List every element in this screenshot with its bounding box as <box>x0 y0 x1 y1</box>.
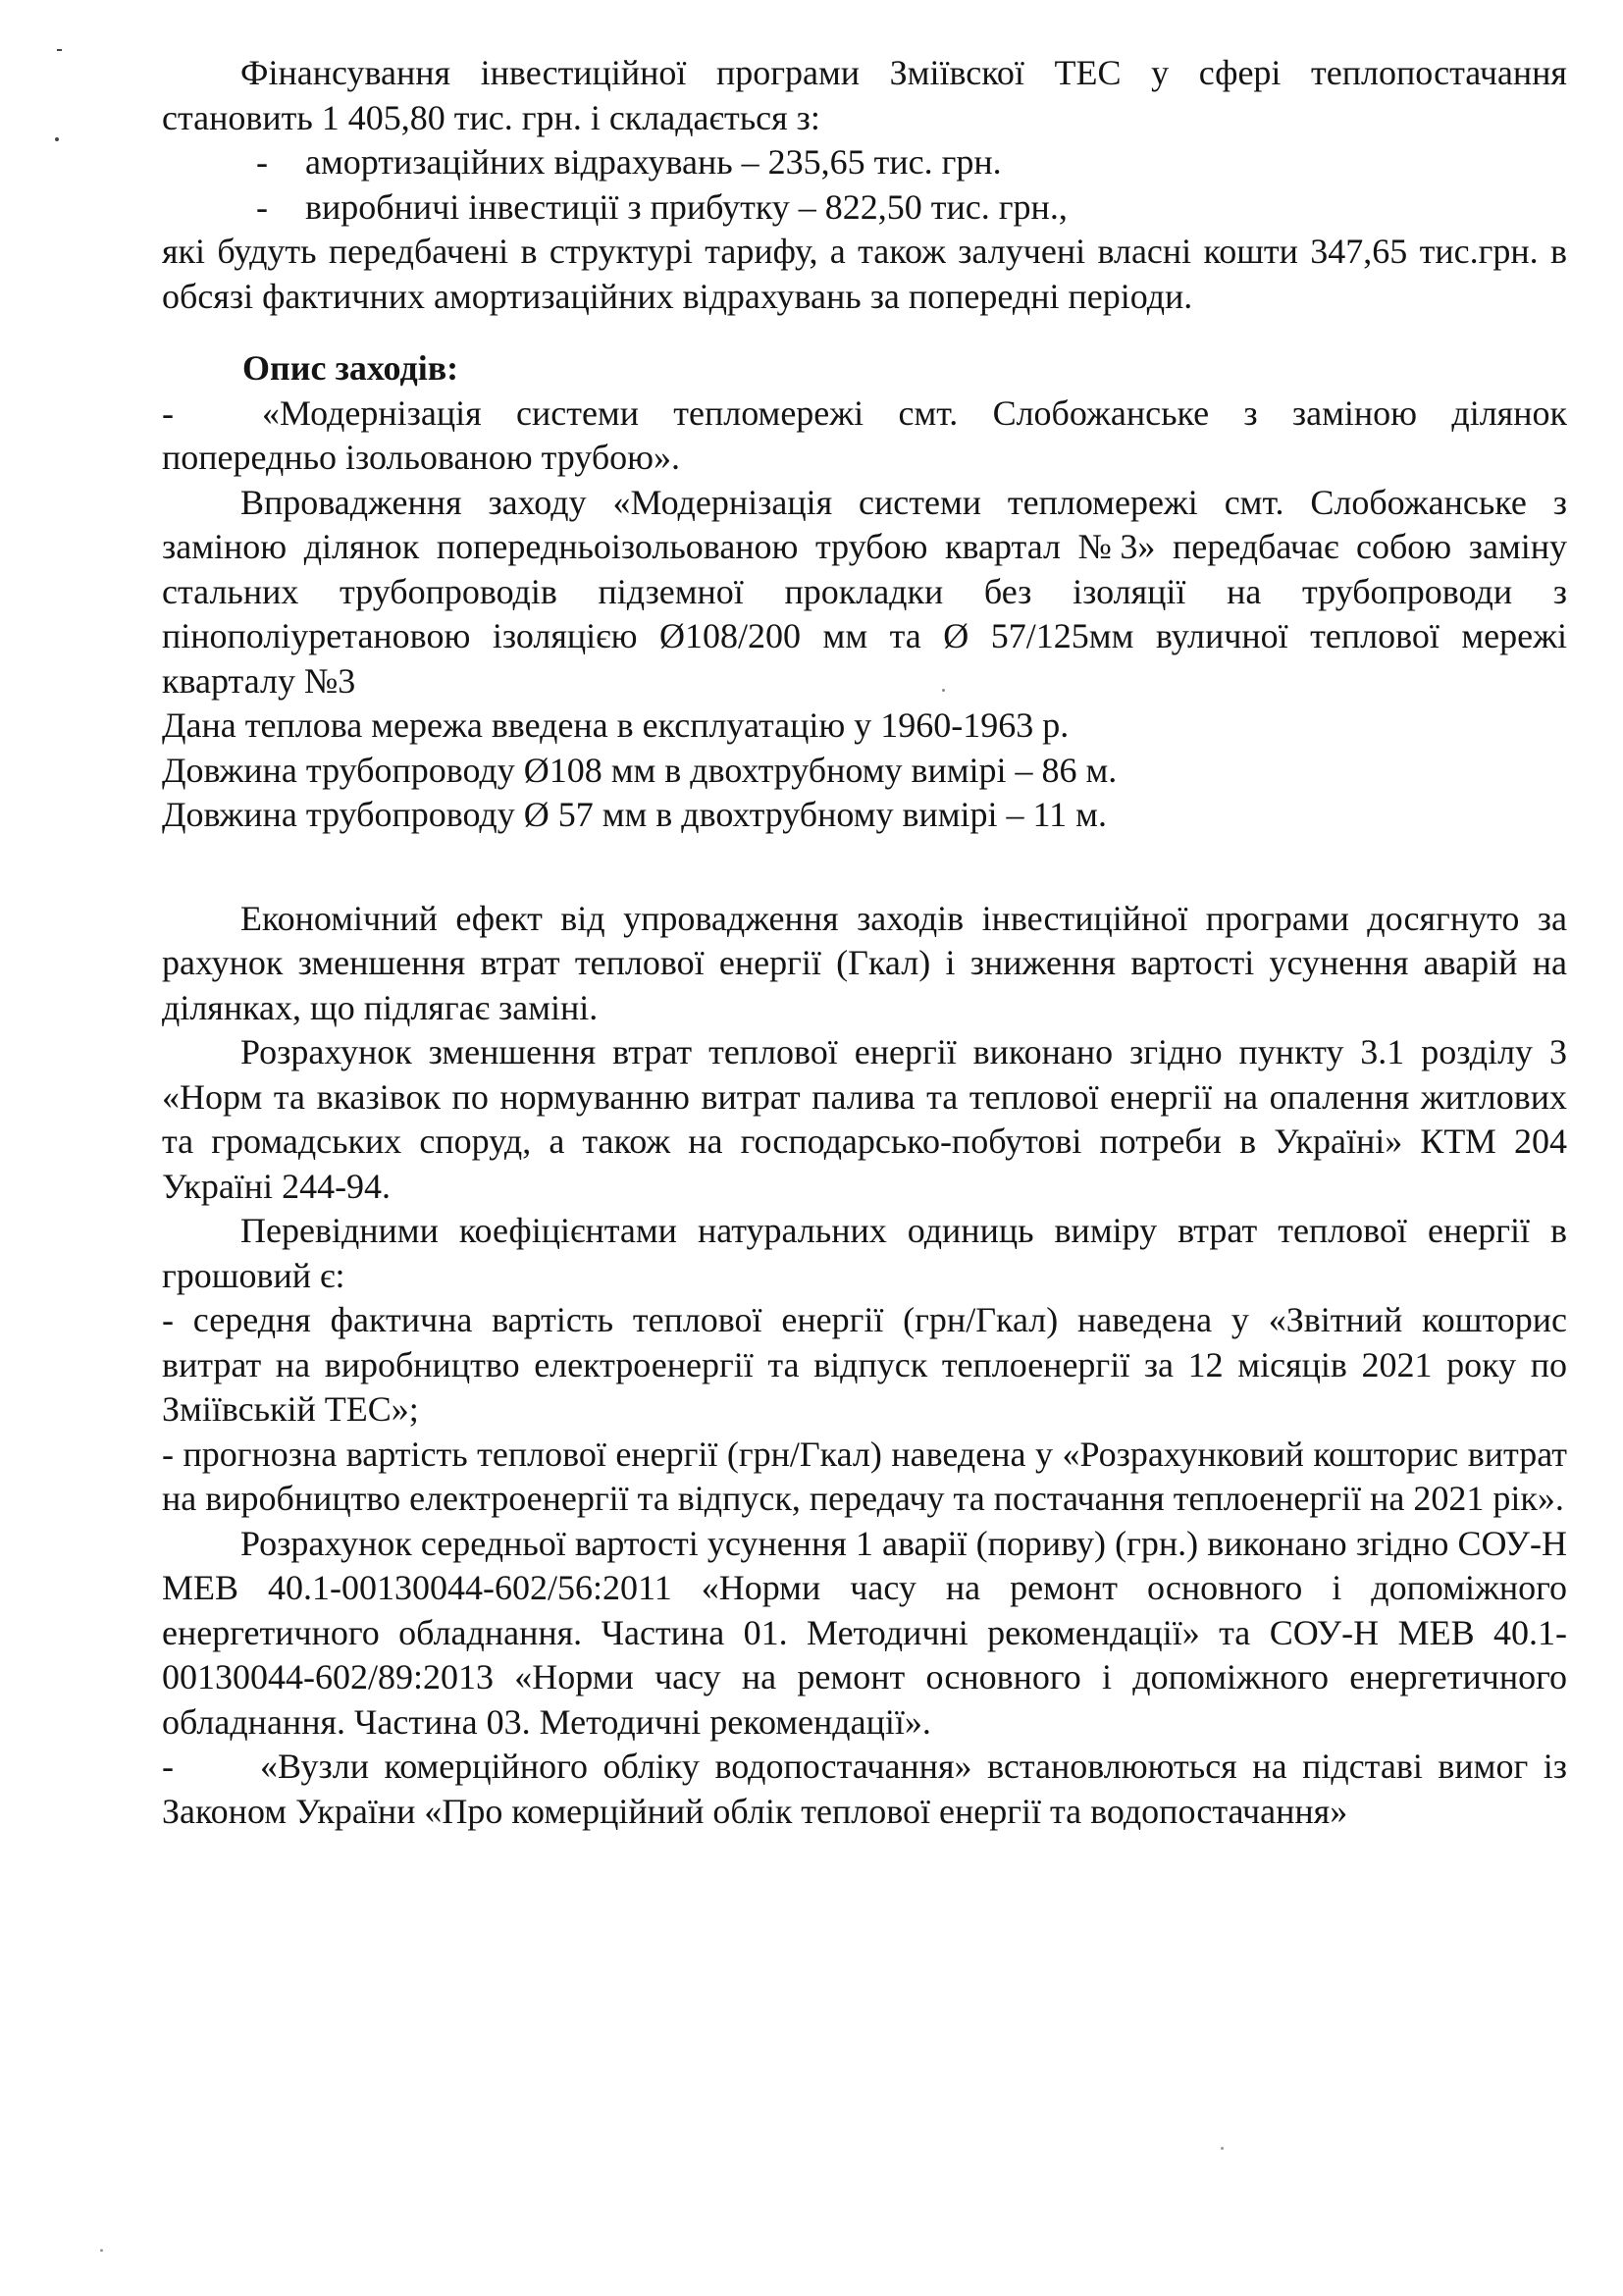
metering-item-text: «Вузли комерційного обліку водопостачання» встановлюються на підставі вимог із Законом України «Про комерційний облік теплової енергії та водопостачання» <box>162 1747 1567 1831</box>
pipe-length-57-line: Довжина трубопроводу Ø 57 мм в двохтрубному вимірі – 11 м. <box>162 795 1107 834</box>
measure-description-paragraph: Впровадження заходу «Модернізація системи тепломережі смт. Слобожанське з заміною ділянок попередньоізольованою трубою квартал №3» передбачає собою заміну стальних трубопроводів підземної прокладки без ізоляції на трубопроводи з пінополіуретановою ізоляцією Ø108/200 мм та Ø 57/125мм вуличної теплової мережі кварталу №3 <box>162 482 1567 701</box>
forecast-cost-paragraph: - прогнозна вартість теплової енергії (грн/Гкал) наведена у «Розрахунковий кошторис витрат на виробництво електроенергії та відпуск, передачу та постачання теплоенергії на 2021 рік». <box>162 1434 1567 1518</box>
list-dash: - <box>256 186 268 227</box>
measure-item <box>162 391 1567 481</box>
list-item-text: виробничі інвестиції з прибутку – 822,50 тис. грн., <box>305 186 1068 227</box>
list-item-text: амортизаційних відрахувань – 235,65 тис. грн. <box>305 142 1002 182</box>
financing-paragraph: Фінансування інвестиційної програми Зміївскої ТЕС у сфері теплопостачання становить 1 405,80 тис. грн. і складається з: <box>162 53 1567 137</box>
list-item <box>162 140 1567 185</box>
scan-speck <box>942 689 945 692</box>
list-dash: - <box>162 1747 174 1786</box>
measure-item-text: «Модернізація системи тепломережі смт. Слобожанське з заміною ділянок попередньо ізольованою трубою». <box>162 392 1567 477</box>
conversion-coefficients-paragraph: Перевідними коефіцієнтами натуральних одиниць виміру втрат теплової енергії в грошовий є: <box>162 1211 1567 1295</box>
pipe-length-108-line: Довжина трубопроводу Ø108 мм в двохтрубному вимірі – 86 м. <box>162 750 1118 790</box>
document-page <box>162 51 1567 1834</box>
economic-effect-paragraph: Економічний ефект від упровадження заходів інвестиційної програми досягнуто за рахунок зменшення втрат теплової енергії (Гкал) і зниження вартості усунення аварій на ділянках, що підлягає заміні. <box>162 898 1567 1027</box>
scan-speck <box>55 137 59 141</box>
average-cost-paragraph: - середня фактична вартість теплової енергії (грн/Гкал) наведена у «Звітний кошторис витрат на виробництво електроенергії та відпуск теплоенергії за 12 місяців 2021 року по Зміївській ТЕС»; <box>162 1300 1567 1429</box>
scan-speck <box>1221 2147 1224 2150</box>
scan-speck <box>100 2249 103 2252</box>
heat-loss-calculation-paragraph: Розрахунок зменшення втрат теплової енергії виконано згідно пункту 3.1 розділу 3 «Норм та вказівок по нормуванню витрат палива та теплової енергії на опалення житлових та громадських споруд, а також на господарсько-побутові потреби в Україні» КТМ 204 Україні 244-94. <box>162 1032 1567 1206</box>
list-dash: - <box>162 392 174 433</box>
list-dash: - <box>256 142 268 182</box>
metering-item <box>162 1745 1567 1834</box>
network-commissioning-line: Дана теплова мережа введена в експлуатацію у 1960-1963 р. <box>162 705 1070 745</box>
measures-heading: Опис заходів: <box>242 348 459 388</box>
accident-cost-paragraph: Розрахунок середньої вартості усунення 1 аварії (пориву) (грн.) виконано згідно СОУ-Н МЕВ 40.1-00130044-602/56:2011 «Норми часу на ремонт основного і допоміжного енергетичного обладнання. Частина 01. Методичні рекомендації» та СОУ-Н МЕВ 40.1-00130044-602/89:2013 «Норми часу на ремонт основного і допоміжного енергетичного обладнання. Частина 03. Методичні рекомендації». <box>162 1523 1567 1742</box>
financing-sources-paragraph: які будуть передбачені в структурі тарифу, а також залучені власні кошти 347,65 тис.грн. в обсязі фактичних амортизаційних відрахувань за попередні періоди. <box>162 232 1567 316</box>
list-item <box>162 185 1567 231</box>
scan-speck <box>57 49 62 51</box>
